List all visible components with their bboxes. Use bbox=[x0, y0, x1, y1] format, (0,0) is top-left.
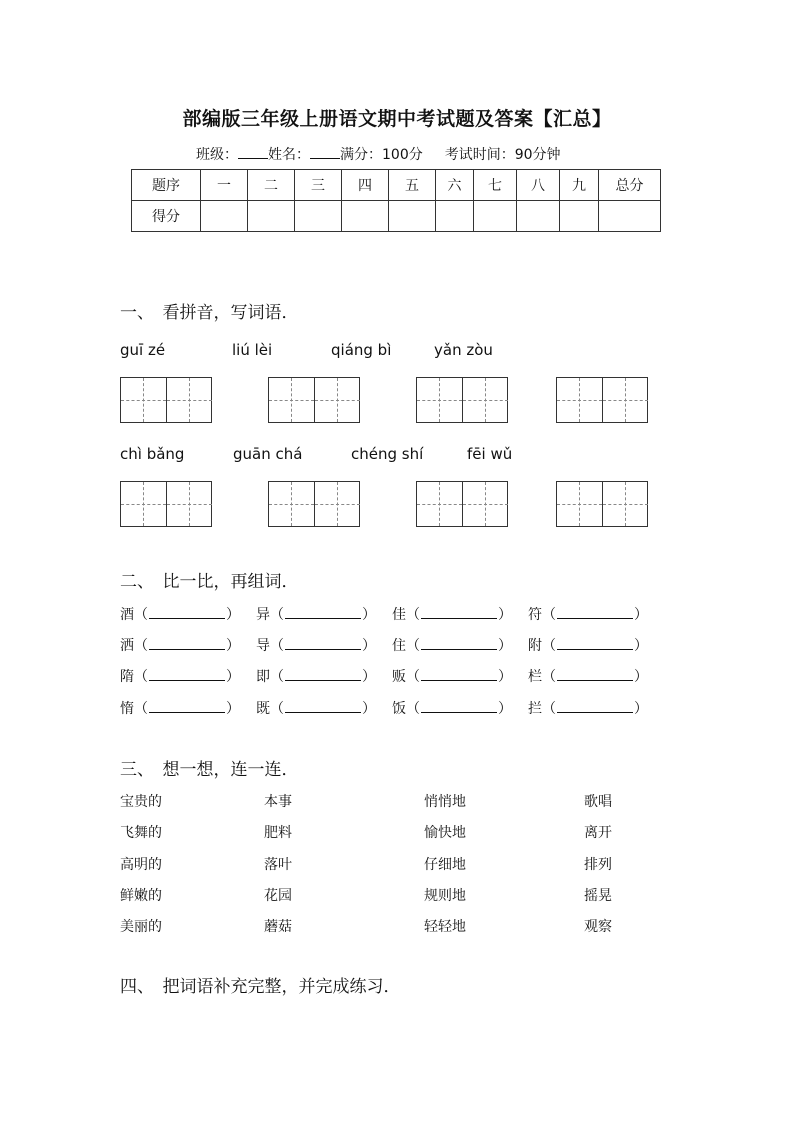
answer-blank[interactable] bbox=[285, 666, 361, 681]
compare-item bbox=[256, 666, 376, 686]
score-row bbox=[132, 201, 661, 232]
compare-char: 洒 bbox=[120, 638, 134, 654]
match-word[interactable]: 排列 bbox=[584, 857, 612, 873]
score-header-cell: 题序 bbox=[132, 170, 201, 201]
answer-blank[interactable] bbox=[421, 666, 497, 681]
answer-blank[interactable] bbox=[557, 635, 633, 650]
open-paren: （ bbox=[406, 638, 420, 654]
compare-char: 住 bbox=[392, 638, 406, 654]
match-word[interactable]: 落叶 bbox=[264, 857, 292, 873]
compare-item bbox=[392, 666, 512, 686]
match-word[interactable]: 观察 bbox=[584, 919, 612, 935]
writing-box[interactable] bbox=[416, 377, 508, 423]
pinyin: guī zé bbox=[120, 341, 166, 359]
answer-blank[interactable] bbox=[149, 666, 225, 681]
open-paren: （ bbox=[270, 638, 284, 654]
compare-char: 栏 bbox=[528, 669, 542, 685]
page-title: 部编版三年级上册语文期中考试题及答案【汇总】 bbox=[182, 108, 612, 130]
match-word[interactable]: 宝贵的 bbox=[120, 794, 162, 810]
close-paren: ） bbox=[362, 669, 376, 685]
close-paren: ） bbox=[362, 701, 376, 717]
compare-char: 饭 bbox=[392, 701, 406, 717]
answer-blank[interactable] bbox=[421, 698, 497, 713]
close-paren: ） bbox=[498, 607, 512, 623]
writing-box[interactable] bbox=[556, 481, 648, 527]
open-paren: （ bbox=[542, 607, 556, 623]
score-header-cell: 七 bbox=[474, 170, 517, 201]
compare-item bbox=[256, 698, 376, 718]
section1-title: 一、 看拼音，写词语． bbox=[120, 303, 299, 323]
open-paren: （ bbox=[270, 701, 284, 717]
score-header-cell: 八 bbox=[517, 170, 560, 201]
open-paren: （ bbox=[270, 607, 284, 623]
match-word[interactable]: 花园 bbox=[264, 888, 292, 904]
score-header-cell: 六 bbox=[436, 170, 474, 201]
compare-item bbox=[528, 604, 648, 624]
close-paren: ） bbox=[362, 607, 376, 623]
score-header-cell: 一 bbox=[201, 170, 248, 201]
answer-blank[interactable] bbox=[421, 635, 497, 650]
writing-box[interactable] bbox=[556, 377, 648, 423]
close-paren: ） bbox=[634, 669, 648, 685]
match-word[interactable]: 悄悄地 bbox=[424, 794, 466, 810]
score-cell[interactable] bbox=[474, 201, 517, 232]
writing-box[interactable] bbox=[268, 377, 360, 423]
open-paren: （ bbox=[270, 669, 284, 685]
match-word[interactable]: 鲜嫩的 bbox=[120, 888, 162, 904]
answer-blank[interactable] bbox=[149, 698, 225, 713]
pinyin: chì bǎng bbox=[120, 445, 185, 463]
compare-char: 隋 bbox=[120, 669, 134, 685]
pinyin: fēi wǔ bbox=[467, 445, 513, 463]
close-paren: ） bbox=[226, 638, 240, 654]
compare-item bbox=[120, 604, 240, 624]
pinyin: chéng shí bbox=[351, 445, 424, 463]
pinyin: guān chá bbox=[233, 445, 303, 463]
compare-char: 酒 bbox=[120, 607, 134, 623]
score-header-cell: 总分 bbox=[599, 170, 661, 201]
answer-blank[interactable] bbox=[285, 604, 361, 619]
score-cell[interactable] bbox=[201, 201, 248, 232]
score-header-cell: 九 bbox=[560, 170, 599, 201]
open-paren: （ bbox=[134, 669, 148, 685]
open-paren: （ bbox=[406, 669, 420, 685]
class-label: 班级： bbox=[196, 147, 238, 163]
writing-box[interactable] bbox=[416, 481, 508, 527]
score-cell[interactable] bbox=[599, 201, 661, 232]
open-paren: （ bbox=[542, 669, 556, 685]
compare-item bbox=[528, 698, 648, 718]
writing-box[interactable] bbox=[268, 481, 360, 527]
match-word[interactable]: 歌唱 bbox=[584, 794, 612, 810]
answer-blank[interactable] bbox=[557, 698, 633, 713]
close-paren: ） bbox=[498, 638, 512, 654]
score-row-label: 得分 bbox=[132, 201, 201, 232]
close-paren: ） bbox=[362, 638, 376, 654]
match-word[interactable]: 美丽的 bbox=[120, 919, 162, 935]
score-cell[interactable] bbox=[248, 201, 295, 232]
match-word[interactable]: 摇晃 bbox=[584, 888, 612, 904]
answer-blank[interactable] bbox=[285, 635, 361, 650]
open-paren: （ bbox=[134, 607, 148, 623]
score-table bbox=[131, 169, 661, 232]
compare-char: 符 bbox=[528, 607, 542, 623]
score-header-cell: 二 bbox=[248, 170, 295, 201]
compare-char: 导 bbox=[256, 638, 270, 654]
score-cell[interactable] bbox=[436, 201, 474, 232]
compare-item bbox=[392, 635, 512, 655]
compare-item bbox=[120, 698, 240, 718]
compare-item bbox=[392, 698, 512, 718]
close-paren: ） bbox=[634, 701, 648, 717]
match-word[interactable]: 轻轻地 bbox=[424, 919, 466, 935]
match-word[interactable]: 蘑菇 bbox=[264, 919, 292, 935]
section3-title: 三、 想一想，连一连． bbox=[120, 760, 299, 780]
answer-blank[interactable] bbox=[149, 635, 225, 650]
match-word[interactable]: 规则地 bbox=[424, 888, 466, 904]
info-line bbox=[196, 144, 561, 164]
compare-char: 佳 bbox=[392, 607, 406, 623]
score-cell[interactable] bbox=[517, 201, 560, 232]
class-blank[interactable] bbox=[238, 144, 268, 159]
open-paren: （ bbox=[406, 607, 420, 623]
score-cell[interactable] bbox=[295, 201, 342, 232]
close-paren: ） bbox=[226, 669, 240, 685]
section4-title: 四、 把词语补充完整，并完成练习． bbox=[120, 977, 401, 997]
score-header-cell: 三 bbox=[295, 170, 342, 201]
answer-blank[interactable] bbox=[421, 604, 497, 619]
compare-item bbox=[120, 666, 240, 686]
close-paren: ） bbox=[634, 638, 648, 654]
score-header-cell: 四 bbox=[342, 170, 389, 201]
match-word[interactable]: 仔细地 bbox=[424, 857, 466, 873]
score-cell[interactable] bbox=[342, 201, 389, 232]
pinyin: yǎn zòu bbox=[434, 341, 493, 359]
compare-item bbox=[392, 604, 512, 624]
answer-blank[interactable] bbox=[285, 698, 361, 713]
answer-blank[interactable] bbox=[557, 666, 633, 681]
compare-char: 即 bbox=[256, 669, 270, 685]
compare-char: 既 bbox=[256, 701, 270, 717]
score-header-cell: 五 bbox=[389, 170, 436, 201]
open-paren: （ bbox=[542, 638, 556, 654]
close-paren: ） bbox=[226, 701, 240, 717]
compare-char: 贩 bbox=[392, 669, 406, 685]
full-score: 满分：100分 bbox=[340, 147, 423, 163]
pinyin: liú lèi bbox=[232, 341, 273, 359]
open-paren: （ bbox=[134, 638, 148, 654]
name-blank[interactable] bbox=[310, 144, 340, 159]
score-cell[interactable] bbox=[389, 201, 436, 232]
compare-char: 惰 bbox=[120, 701, 134, 717]
match-word[interactable]: 高明的 bbox=[120, 857, 162, 873]
match-word[interactable]: 飞舞的 bbox=[120, 825, 162, 841]
compare-char: 异 bbox=[256, 607, 270, 623]
close-paren: ） bbox=[634, 607, 648, 623]
compare-item bbox=[256, 635, 376, 655]
open-paren: （ bbox=[134, 701, 148, 717]
match-word[interactable]: 离开 bbox=[584, 825, 612, 841]
close-paren: ） bbox=[498, 701, 512, 717]
writing-box[interactable] bbox=[120, 481, 212, 527]
pinyin: qiáng bì bbox=[331, 341, 392, 359]
close-paren: ） bbox=[498, 669, 512, 685]
compare-item bbox=[256, 604, 376, 624]
name-label: 姓名： bbox=[268, 147, 310, 163]
writing-box[interactable] bbox=[120, 377, 212, 423]
section2-title: 二、 比一比，再组词． bbox=[120, 572, 299, 592]
compare-char: 附 bbox=[528, 638, 542, 654]
score-header-row bbox=[132, 170, 661, 201]
compare-char: 拦 bbox=[528, 701, 542, 717]
match-word[interactable]: 愉快地 bbox=[424, 825, 466, 841]
match-word[interactable]: 肥料 bbox=[264, 825, 292, 841]
answer-blank[interactable] bbox=[149, 604, 225, 619]
score-cell[interactable] bbox=[560, 201, 599, 232]
exam-time: 考试时间：90分钟 bbox=[444, 147, 561, 163]
compare-item bbox=[528, 666, 648, 686]
close-paren: ） bbox=[226, 607, 240, 623]
open-paren: （ bbox=[542, 701, 556, 717]
compare-item bbox=[120, 635, 240, 655]
answer-blank[interactable] bbox=[557, 604, 633, 619]
compare-item bbox=[528, 635, 648, 655]
match-word[interactable]: 本事 bbox=[264, 794, 292, 810]
open-paren: （ bbox=[406, 701, 420, 717]
